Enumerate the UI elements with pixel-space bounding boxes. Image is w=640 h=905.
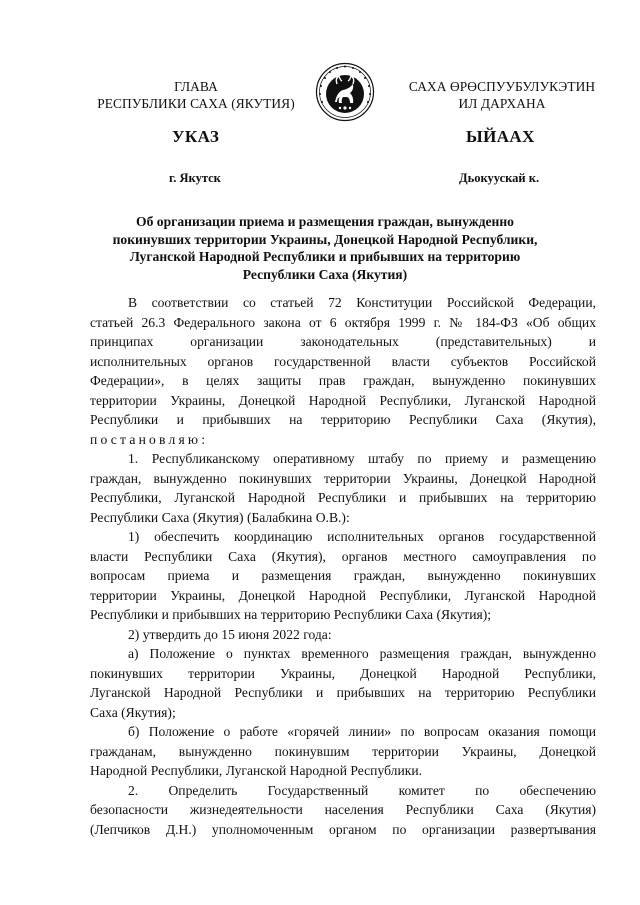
header-left-line-1: ГЛАВА — [174, 79, 218, 94]
body-line: граждан, вынужденно покинувших территории Украины, Донецкой Народной — [90, 470, 596, 486]
body-line: 1) обеспечить координацию исполнительных органов государственной — [128, 529, 596, 544]
body-line: покинувших территории Украины, Донецкой Народной Республики, — [90, 665, 596, 681]
body-line: а) Положение о пунктах временного размещения граждан, вынужденно — [128, 646, 596, 661]
body-line: исполнительных органов государственной власти субъектов Российской — [90, 353, 596, 369]
title-line: Об организации приема и размещения граждан, вынужденно — [136, 214, 514, 229]
body-line: Народной Республики, Луганской Народной Республики. — [90, 763, 422, 778]
body-line: Республики Саха (Якутия) (Балабкина О.В.): — [90, 509, 350, 525]
header-left-line-2: РЕСПУБЛИКИ САХА (ЯКУТИЯ) — [97, 96, 295, 111]
body-line: Республики и прибывших на территорию Республики Саха (Якутия); — [90, 607, 492, 622]
header-left-title — [86, 78, 306, 112]
decree-title — [95, 213, 555, 283]
body-line: Луганской Народной Республики и прибывших на территорию Республики — [90, 685, 596, 700]
body-line: (Лепчиков Д.Н.) уполномоченным органом по организации развертывания — [90, 821, 596, 837]
city-russian: г. Якутск — [169, 171, 221, 185]
body-line: Республики и прибывших на территорию Республики Саха (Якутия), — [90, 412, 596, 427]
header-right-line-1: САХА ӨРӨСПУУБУЛУКЭТИН — [408, 79, 596, 94]
body-line: власти Республики Саха (Якутия), органов местного самоуправления по — [90, 548, 596, 564]
body-line: гражданам, вынужденно покинувшим территории Украины, Донецкой — [90, 743, 596, 759]
body-line: б) Положение о работе «горячей линии» по вопросам оказания помощи — [128, 724, 596, 739]
body-line: 1. Республиканскому оперативному штабу по приему и размещению — [128, 451, 596, 466]
title-line: Республики Саха (Якутия) — [242, 266, 408, 282]
body-line: В соответствии со статьей 72 Конституции Российской Федерации, — [128, 295, 596, 310]
title-line: покинувших территории Украины, Донецкой Народной Республики, — [112, 231, 538, 247]
city-yakut: Дьокуускай к. — [459, 171, 540, 185]
body-line: статьей 26.3 Федерального закона от 6 октября 1999 г. № 184-ФЗ «Об общих — [90, 314, 596, 330]
body-line: безопасности жизнедеятельности населения Республики Саха (Якутия) — [90, 802, 596, 817]
body-line: территории Украины, Донецкой Народной Республики, Луганской Народной — [90, 392, 596, 408]
body-line: 2. Определить Государственный комитет по обеспечению — [128, 782, 596, 798]
doc-type-russian: УКАЗ — [172, 127, 220, 146]
header-right-title — [392, 78, 612, 112]
decree-body — [90, 293, 596, 839]
body-line: Республики, Луганской Народной Республики и прибывших на территорию — [90, 490, 596, 505]
body-line: территории Украины, Донецкой Народной Республики, Луганской Народной — [90, 587, 596, 603]
body-line: Саха (Якутия); — [90, 704, 176, 720]
coat-of-arms-emblem — [315, 62, 375, 122]
body-line-decree-verb: постановляю: — [90, 431, 209, 447]
header-right-line-2: ИЛ ДАРХАНА — [458, 96, 546, 111]
body-line: вопросам приема и размещения граждан, вынужденно покинувших — [90, 568, 596, 583]
body-line: Федерации», в целях защиты прав граждан, вынужденно покинувших — [90, 373, 596, 388]
body-line: 2) утвердить до 15 июня 2022 года: — [128, 626, 332, 642]
title-line: Луганской Народной Республики и прибывших на территорию — [129, 249, 521, 264]
body-line: принципах организации законодательных (представительных) и — [90, 334, 596, 349]
doc-type-yakut: ЫЙААХ — [466, 127, 535, 146]
